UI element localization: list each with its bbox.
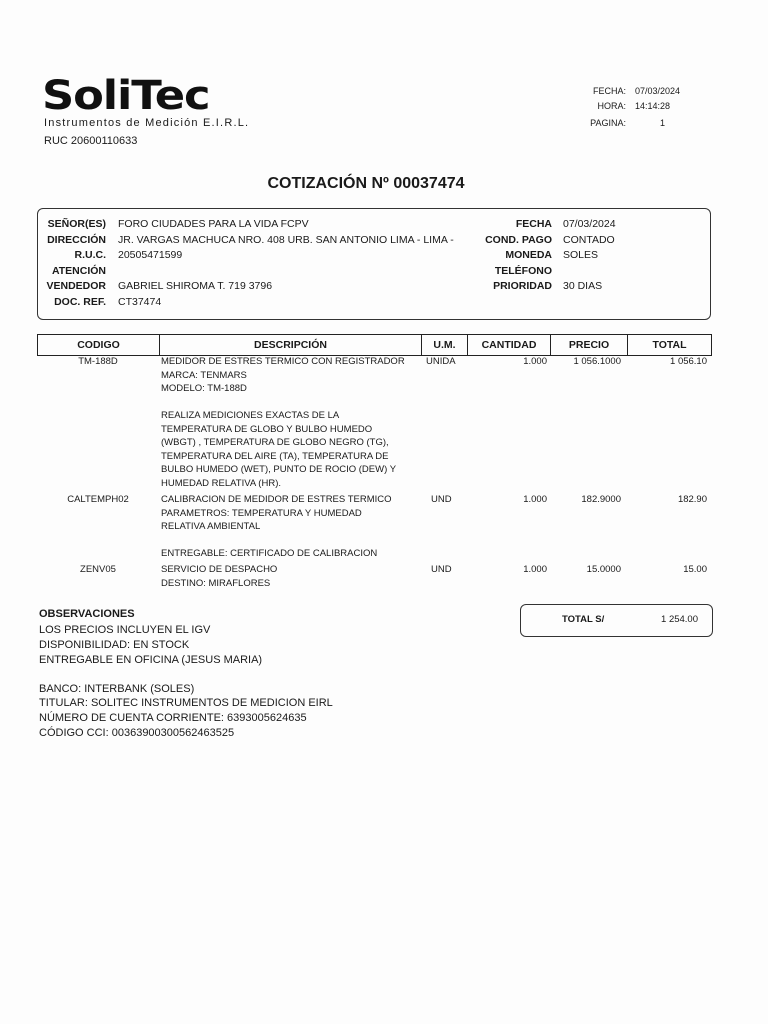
seller-label: VENDEDOR [46, 280, 106, 292]
address-value: JR. VARGAS MACHUCA NRO. 408 URB. SAN ANTONIO LIMA - LIMA - [118, 234, 454, 246]
document-title: COTIZACIÓN Nº 00037474 [267, 175, 465, 192]
meta-date-value: 07/03/2024 [635, 86, 681, 96]
header-code: CODIGO [38, 335, 160, 355]
header-um: U.M. [422, 335, 468, 355]
total-label: TOTAL S/ [562, 614, 605, 625]
header-quantity: CANTIDAD [468, 335, 551, 355]
date-label: FECHA [515, 218, 552, 230]
item-um: UND [431, 564, 452, 575]
date-value: 07/03/2024 [563, 218, 616, 230]
item-description: SERVICIO DE DESPACHO DESTINO: MIRAFLORES [161, 564, 278, 589]
items-table-header [37, 334, 712, 356]
meta-page-label: PAGINA: [590, 118, 626, 128]
bank-line: TITULAR: SOLITEC INSTRUMENTOS DE MEDICION EIRL [39, 697, 333, 709]
attention-label: ATENCIÓN [51, 265, 106, 277]
item-description: MEDIDOR DE ESTRES TERMICO CON REGISTRADOR MARCA: TENMARS MODELO: TM-188D REALIZA MEDICIONES EXACTAS DE LA TEMPERATURA DE GLOBO Y BULBO HUMEDO (WBGT) , TEMPERATURA DE GLOBO NEGRO (TG), TEMPERATURA DEL AIRE (TA), TEMPERATURA DE BULBO HUMEDO (WET), PUNTO DE ROCIO (DEW) Y HUMEDAD RELATIVA (HR). [161, 356, 405, 489]
observation-line: ENTREGABLE EN OFICINA (JESUS MARIA) [39, 654, 263, 666]
item-price: 15.0000 [586, 564, 621, 575]
item-description: CALIBRACION DE MEDIDOR DE ESTRES TERMICO PARAMETROS: TEMPERATURA Y HUMEDAD RELATIVA AMBIENTAL ENTREGABLE: CERTIFICADO DE CALIBRACION [161, 494, 392, 559]
observations-title: OBSERVACIONES [39, 608, 135, 620]
item-um: UNIDA [426, 356, 456, 367]
item-quantity: 1.000 [523, 494, 547, 505]
item-code: CALTEMPH02 [67, 494, 129, 505]
header-price: PRECIO [551, 335, 628, 355]
meta-page-value: 1 [660, 118, 666, 128]
client-label: SEÑOR(ES) [47, 218, 106, 230]
item-um: UND [431, 494, 452, 505]
currency-label: MONEDA [505, 249, 552, 261]
observation-line: DISPONIBILIDAD: EN STOCK [39, 639, 190, 651]
item-price: 182.9000 [581, 494, 621, 505]
priority-label: PRIORIDAD [493, 280, 552, 292]
total-value: 1 254.00 [661, 614, 698, 625]
item-total: 182.90 [677, 494, 707, 505]
header-description: DESCRIPCIÓN [160, 335, 422, 355]
item-total: 15.00 [683, 564, 707, 575]
header-total: TOTAL [652, 339, 687, 351]
company-ruc: RUC 20600110633 [44, 135, 138, 147]
ruc-value: 20505471599 [118, 249, 183, 261]
address-label: DIRECCIÓN [47, 234, 106, 246]
company-logo: SoliTec [42, 73, 210, 119]
payment-value: CONTADO [563, 234, 615, 246]
currency-value: SOLES [563, 249, 599, 261]
seller-value: GABRIEL SHIROMA T. 719 3796 [118, 280, 273, 292]
item-price: 1 056.1000 [573, 356, 621, 367]
meta-date-label: FECHA: [592, 86, 626, 96]
docref-value: CT37474 [118, 296, 162, 308]
observation-line: LOS PRECIOS INCLUYEN EL IGV [39, 624, 211, 636]
ruc-label: R.U.C. [74, 249, 106, 261]
item-quantity: 1.000 [523, 564, 547, 575]
item-total: 1 056.10 [670, 356, 707, 367]
bank-line: CÓDIGO CCI: 00363900300562463525 [39, 727, 235, 739]
payment-label: COND. PAGO [485, 234, 552, 246]
item-quantity: 1.000 [523, 356, 547, 367]
bank-line: BANCO: INTERBANK (SOLES) [39, 683, 195, 695]
docref-label: DOC. REF. [54, 296, 106, 308]
item-code: ZENV05 [80, 564, 116, 575]
client-value: FORO CIUDADES PARA LA VIDA FCPV [118, 218, 309, 230]
item-code: TM-188D [78, 356, 118, 367]
meta-time-label: HORA: [597, 101, 626, 111]
meta-time-value: 14:14:28 [635, 101, 671, 111]
phone-label: TELÉFONO [494, 265, 552, 277]
priority-value: 30 DIAS [563, 280, 603, 292]
company-name: Instrumentos de Medición E.I.R.L. [44, 117, 250, 129]
bank-line: NÚMERO DE CUENTA CORRIENTE: 6393005624635 [39, 712, 307, 724]
